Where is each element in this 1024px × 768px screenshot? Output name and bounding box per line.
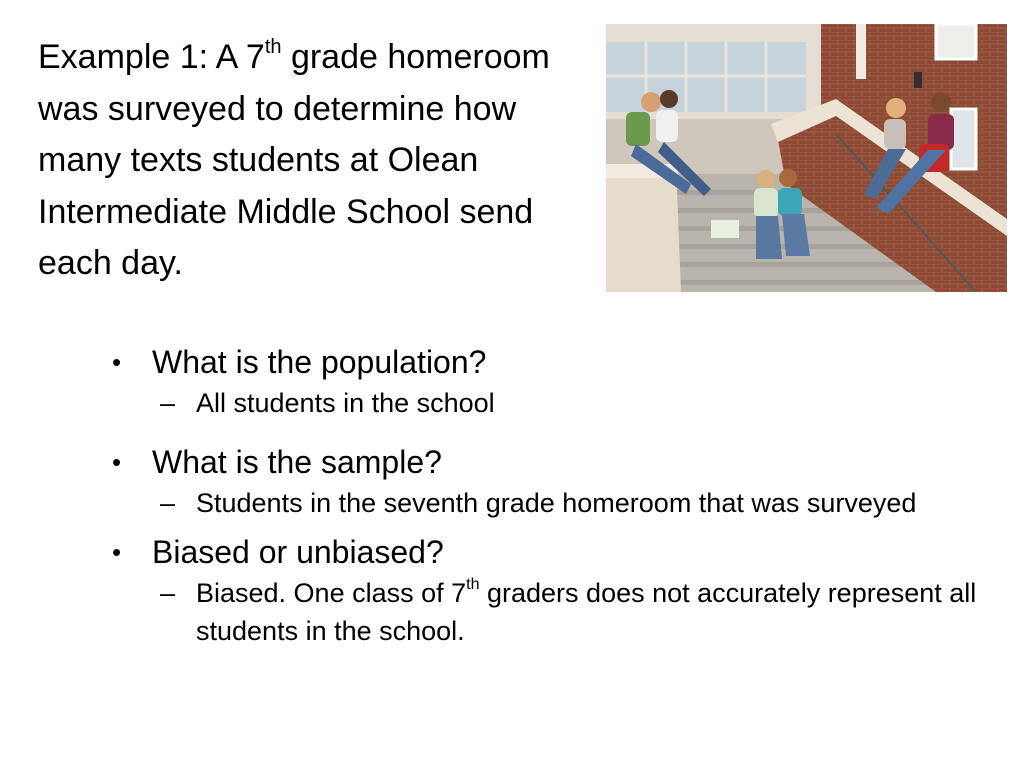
title-superscript: th <box>264 36 282 58</box>
answer-superscript: th <box>466 576 480 594</box>
slide-title <box>38 32 598 290</box>
bullet-sample-question <box>112 440 992 484</box>
dash-marker: – <box>160 578 176 608</box>
answer-text: Students in the seventh grade homeroom that was surveyed <box>196 488 917 518</box>
bullet-population-question <box>112 340 992 384</box>
title-text-end: grade homeroom was surveyed to determine how many texts students at Olean Intermediate Middle School send each day. <box>38 38 550 282</box>
bullet-bias-question <box>112 530 992 574</box>
bullet-list <box>112 340 992 650</box>
answer-text: All students in the school <box>196 388 495 418</box>
question-text: Biased or unbiased? <box>152 534 444 570</box>
photo-illustration <box>606 24 1007 292</box>
bullet-marker: • <box>112 447 122 477</box>
title-text-start: Example 1: A 7 <box>38 38 265 76</box>
students-on-steps-photo <box>606 24 1007 292</box>
bullet-marker: • <box>112 347 122 377</box>
dash-marker: – <box>160 488 176 518</box>
bullet-marker: • <box>112 537 122 567</box>
answer-sample <box>112 484 992 522</box>
question-text: What is the sample? <box>152 444 442 480</box>
answer-text-end: graders does not accurately represent all students in the school. <box>196 578 977 646</box>
answer-text-start: Biased. One class of 7 <box>196 578 467 608</box>
question-text: What is the population? <box>152 344 487 380</box>
dash-marker: – <box>160 388 176 418</box>
answer-population <box>112 384 992 422</box>
answer-bias <box>112 574 992 650</box>
